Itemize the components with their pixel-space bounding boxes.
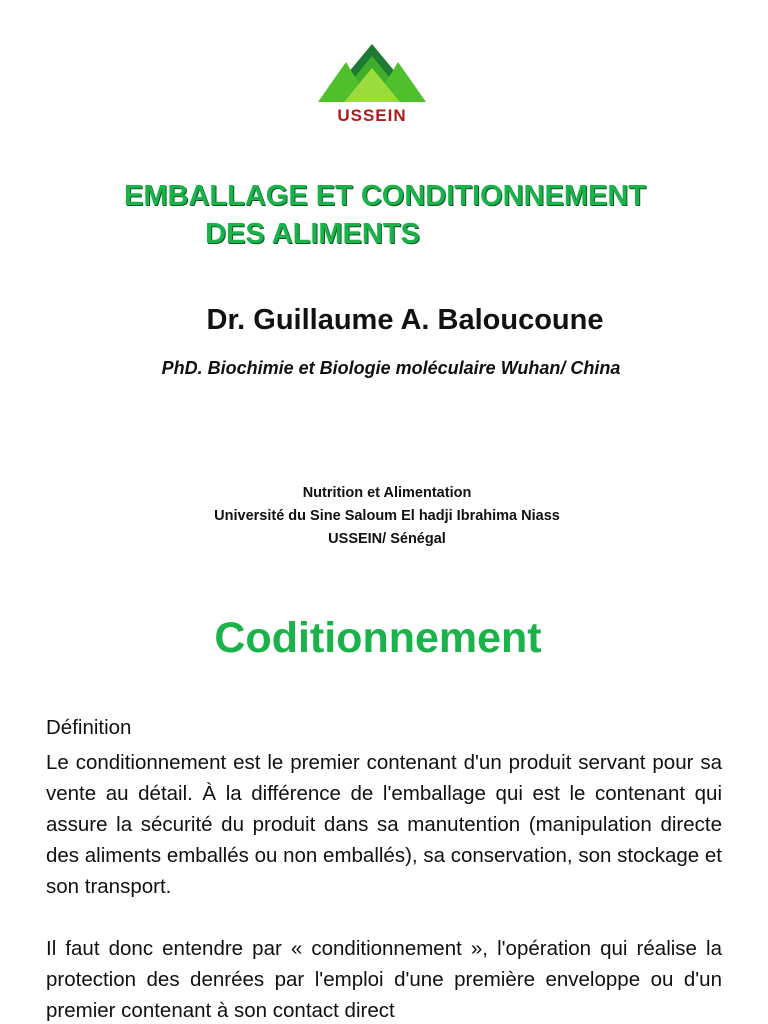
ussein-logo — [308, 40, 436, 128]
paragraph-1: Le conditionnement est le premier contenant d'un produit servant pour sa vente au détail. À la différence de l'emballage qui est le contenant qui assure la sécurité du produit dans sa manutention (manipulation directe des aliments emballés ou non emballés), sa conservation, son stockage et son transport. — [46, 751, 722, 898]
affiliation-university: Université du Sine Saloum El hadji Ibrahima Niass — [214, 508, 560, 524]
affiliation-block — [0, 482, 768, 551]
definition-label: Définition — [46, 716, 132, 739]
affiliation-department: Nutrition et Alimentation — [302, 485, 472, 501]
author-name: Dr. Guillaume A. Baloucoune — [206, 304, 604, 336]
paragraph-2: Il faut donc entendre par « conditionnement », l'opération qui réalise la protection des denrées par l'emploi d'une première enveloppe ou d'un premier contenant à son contact direct — [46, 937, 722, 1022]
affiliation-location: USSEIN/ Sénégal — [328, 531, 446, 547]
title-line-1: EMBALLAGE ET CONDITIONNEMENT — [124, 180, 646, 212]
author-credentials: PhD. Biochimie et Biologie moléculaire Wuhan/ China — [161, 358, 621, 378]
logo-text: USSEIN — [337, 106, 407, 125]
document-title — [40, 177, 730, 253]
section-heading: Coditionnement — [214, 614, 542, 662]
section-body — [46, 712, 722, 1024]
mountain-logo-icon — [308, 40, 436, 106]
title-line-2: DES ALIMENTS — [205, 218, 420, 250]
